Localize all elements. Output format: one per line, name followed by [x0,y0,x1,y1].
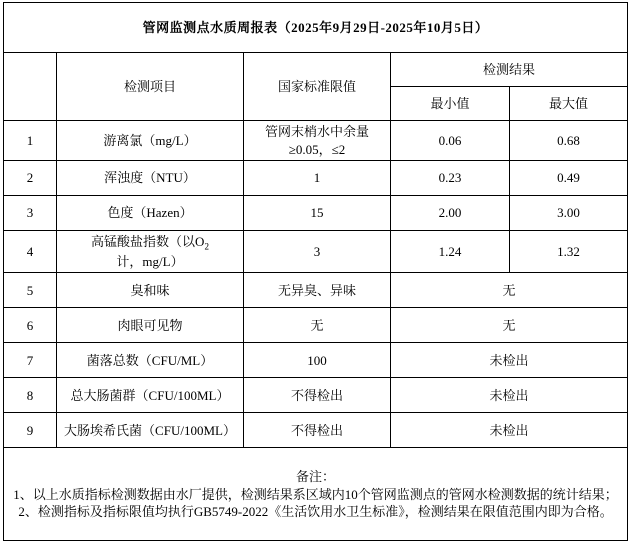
max-value: 0.49 [510,161,628,196]
max-value: 0.68 [510,121,628,161]
standard-value: 不得检出 [244,378,391,413]
standard-value: 100 [244,343,391,378]
standard-value-text: 管网末梢水中余量≥0.05，≤2 [264,124,369,157]
standard-value: 1 [244,161,391,196]
header-result-group: 检测结果 [391,53,628,87]
max-value: 3.00 [510,196,628,231]
min-value: 1.24 [391,231,510,273]
item-label: 浑浊度（NTU） [57,161,244,196]
row-number: 3 [4,196,57,231]
result-value: 未检出 [391,343,628,378]
item-label: 总大肠菌群（CFU/100ML） [57,378,244,413]
header-standard: 国家标准限值 [244,53,391,121]
standard-value: 不得检出 [244,413,391,448]
item-label: 大肠埃希氏菌（CFU/100ML） [57,413,244,448]
item-label: 臭和味 [57,273,244,308]
notes-line-2: 2、检测指标及指标限值均执行GB5749-2022《生活饮用水卫生标准》，检测结果在限值范围内即为合格。 [18,504,613,520]
item-label [57,231,244,273]
table-row [4,231,628,273]
item-label: 肉眼可见物 [57,308,244,343]
table-row [4,121,628,161]
notes-line-1: 1、以上水质指标检测数据由水厂提供，检测结果系区域内10个管网监测点的管网水检测数据的统计结果； [13,486,618,502]
row-number: 8 [4,378,57,413]
item-label-post: 计，mg/L） [116,253,184,269]
notes-row [4,448,628,541]
item-label: 色度（Hazen） [57,196,244,231]
notes-heading: 备注： [296,469,336,485]
standard-value: 3 [244,231,391,273]
row-number: 6 [4,308,57,343]
min-value: 2.00 [391,196,510,231]
row-number: 2 [4,161,57,196]
item-label-pre: 高锰酸盐指数（以O [91,234,205,250]
water-quality-report-table [3,2,628,541]
standard-value: 无 [244,308,391,343]
item-label: 菌落总数（CFU/ML） [57,343,244,378]
result-value: 无 [391,308,628,343]
header-index [4,53,57,121]
row-number: 5 [4,273,57,308]
header-item: 检测项目 [57,53,244,121]
item-label-subscript: 2 [204,241,209,252]
table-row [4,413,628,448]
table-row [4,196,628,231]
table-row [4,308,628,343]
row-number: 7 [4,343,57,378]
row-number: 1 [4,121,57,161]
row-number: 4 [4,231,57,273]
table-row [4,343,628,378]
result-value: 未检出 [391,378,628,413]
table-row [4,378,628,413]
table-row [4,161,628,196]
standard-value: 15 [244,196,391,231]
result-value: 无 [391,273,628,308]
title-row [4,3,628,53]
item-label: 游离氯（mg/L） [57,121,244,161]
max-value: 1.32 [510,231,628,273]
standard-value: 无异臭、异味 [244,273,391,308]
report-title: 管网监测点水质周报表（2025年9月29日-2025年10月5日） [4,3,628,53]
header-max: 最大值 [510,87,628,121]
result-value: 未检出 [391,413,628,448]
header-min: 最小值 [391,87,510,121]
standard-value [244,121,391,161]
row-number: 9 [4,413,57,448]
table-row [4,273,628,308]
header-row-1 [4,53,628,87]
notes-cell [4,448,628,541]
min-value: 0.23 [391,161,510,196]
min-value: 0.06 [391,121,510,161]
